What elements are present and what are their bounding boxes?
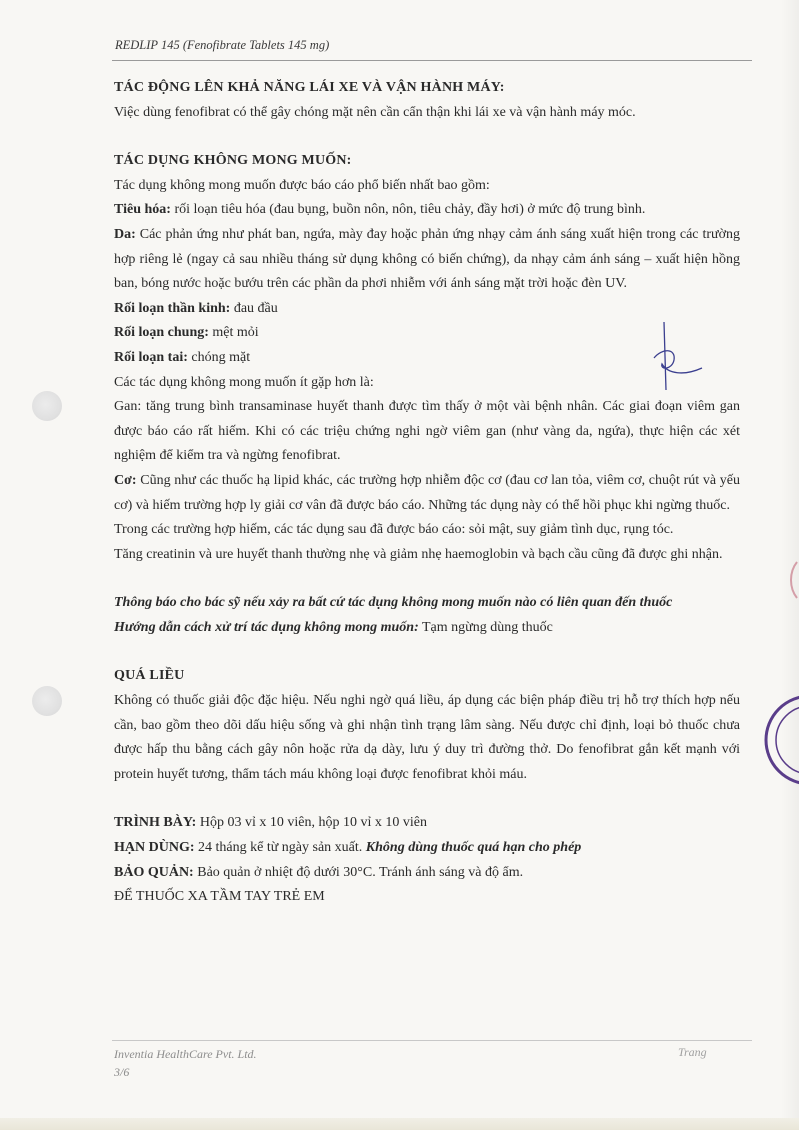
footer-company: Inventia HealthCare Pvt. Ltd. bbox=[114, 1047, 257, 1061]
digest-text: rối loạn tiêu hóa (đau bụng, buồn nôn, nôn, tiêu chảy, đầy hơi) ở mức độ trung bình. bbox=[170, 202, 646, 218]
footer-page-label: Trang bbox=[678, 1045, 707, 1059]
general-text: mệt mỏi bbox=[208, 325, 259, 341]
packaging-label: TRÌNH BÀY: bbox=[114, 815, 197, 831]
rare-paragraph: Trong các trường hợp hiếm, các tác dụng sau đã được báo cáo: sỏi mật, suy giảm tình dục, rụng tóc. bbox=[114, 522, 674, 538]
skin-paragraph bbox=[114, 223, 740, 297]
stamp-mark bbox=[760, 690, 799, 790]
driving-heading: TÁC ĐỘNG LÊN KHẢ NĂNG LÁI XE VÀ VẬN HÀNH MÁY: bbox=[114, 80, 505, 95]
liver-paragraph: Gan: tăng trung bình transaminase huyết thanh được tìm thấy ở một vài bệnh nhân. Các giai đoạn viêm gan được báo cáo rất hiếm. Khi có các triệu chứng nghi ngờ viêm gan (như vàng da, ngứa), thực hiện các xét nghiệm để kiểm tra và ngừng fenofibrat. bbox=[114, 399, 740, 464]
overdose-paragraph: Không có thuốc giải độc đặc hiệu. Nếu nghi ngờ quá liều, áp dụng các biện pháp điều trị hỗ trợ thích hợp nếu cần, bao gồm theo dõi dấu hiệu sống và ghi nhận tình trạng lâm sàng. Nếu được chỉ định, loại bỏ thuốc chưa được hấp thu bằng cách gây nôn hoặc rửa dạ dày, lưu ý duy trì đường thở. Do fenofibrat gắn kết mạnh với protein huyết tương, thẩm tách máu không loại được fenofibrat khỏi máu. bbox=[114, 693, 740, 782]
scan-bottom-edge bbox=[0, 1118, 799, 1130]
shelf-life-text: 24 tháng kể từ ngày sản xuất. bbox=[194, 840, 366, 856]
footer-divider bbox=[112, 1040, 752, 1041]
header-divider bbox=[112, 60, 752, 61]
punch-hole-bottom bbox=[32, 686, 62, 716]
driving-text: Việc dùng fenofibrat có thể gây chóng mặt nên cần cẩn thận khi lái xe và vận hành máy móc. bbox=[114, 104, 636, 120]
muscle-text: Cũng như các thuốc hạ lipid khác, các trường hợp nhiễm độc cơ (đau cơ lan tỏa, viêm cơ, chuột rút và yếu cơ) và hiếm trường hợp ly giải cơ vân đã được báo cáo. Những tác dụng này có thể hồi phục khi ngừng thuốc. bbox=[114, 472, 740, 513]
skin-text: Các phản ứng như phát ban, ngứa, mày đay hoặc phản ứng nhạy cảm ánh sáng xuất hiện trong các trường hợp riêng lẻ (ngay cả sau nhiều tháng sử dụng không có biến chứng), da nhạy cảm ánh sáng – xuất hiện hồng ban, bóng nước hoặc bướu trên các phần da phơi nhiễm với ánh sáng mặt trời hoặc đèn UV. bbox=[114, 226, 740, 292]
storage-paragraph bbox=[114, 861, 740, 886]
neuro-label: Rối loạn thần kinh: bbox=[114, 300, 231, 316]
digest-paragraph bbox=[114, 198, 740, 223]
packaging-text: Hộp 03 vỉ x 10 viên, hộp 10 vỉ x 10 viên bbox=[196, 815, 427, 831]
footer-left bbox=[114, 1045, 257, 1081]
guide-text: Tạm ngừng dùng thuốc bbox=[418, 619, 553, 635]
packaging-paragraph bbox=[114, 811, 740, 836]
shelf-life-label: HẠN DÙNG: bbox=[114, 840, 195, 856]
signature-mark bbox=[640, 318, 710, 398]
neuro-text: đau đầu bbox=[230, 300, 278, 316]
muscle-paragraph bbox=[114, 469, 740, 518]
ear-text: chóng mặt bbox=[187, 349, 251, 365]
adverse-heading: TÁC DỤNG KHÔNG MONG MUỐN: bbox=[114, 153, 352, 169]
less-common-intro: Các tác dụng không mong muốn ít gặp hơn là: bbox=[114, 374, 374, 390]
children-warning: ĐỂ THUỐC XA TẦM TAY TRẺ EM bbox=[114, 889, 325, 905]
muscle-label: Cơ: bbox=[114, 472, 137, 488]
stamp-fragment bbox=[785, 560, 799, 600]
digest-label: Tiêu hóa: bbox=[114, 202, 171, 218]
guide-label: Hướng dẫn cách xử trí tác dụng không mong muốn: bbox=[114, 619, 419, 635]
lab-paragraph: Tăng creatinin và ure huyết thanh thường nhẹ và giảm nhẹ haemoglobin và bạch cầu cũng đã được ghi nhận. bbox=[114, 546, 723, 562]
storage-text: Bảo quản ở nhiệt độ dưới 30°C. Tránh ánh sáng và độ ẩm. bbox=[193, 864, 524, 880]
ear-label: Rối loạn tai: bbox=[114, 349, 188, 365]
adverse-intro: Tác dụng không mong muốn được báo cáo phổ biến nhất bao gồm: bbox=[114, 177, 490, 193]
footer-page-number: 3/6 bbox=[114, 1065, 130, 1079]
overdose-heading: QUÁ LIỀU bbox=[114, 668, 185, 684]
storage-label: BẢO QUẢN: bbox=[114, 864, 194, 880]
document-header: REDLIP 145 (Fenofibrate Tablets 145 mg) bbox=[115, 38, 330, 52]
skin-label: Da: bbox=[114, 226, 136, 242]
punch-hole-top bbox=[32, 391, 62, 421]
shelf-life-paragraph bbox=[114, 836, 740, 861]
notify-doctor-line: Thông báo cho bác sỹ nếu xảy ra bất cứ tác dụng không mong muốn nào có liên quan đến thuốc bbox=[114, 595, 673, 611]
shelf-life-warning: Không dùng thuốc quá hạn cho phép bbox=[365, 840, 582, 856]
general-label: Rối loạn chung: bbox=[114, 325, 209, 341]
guide-paragraph bbox=[114, 616, 740, 641]
document-body bbox=[114, 76, 740, 910]
